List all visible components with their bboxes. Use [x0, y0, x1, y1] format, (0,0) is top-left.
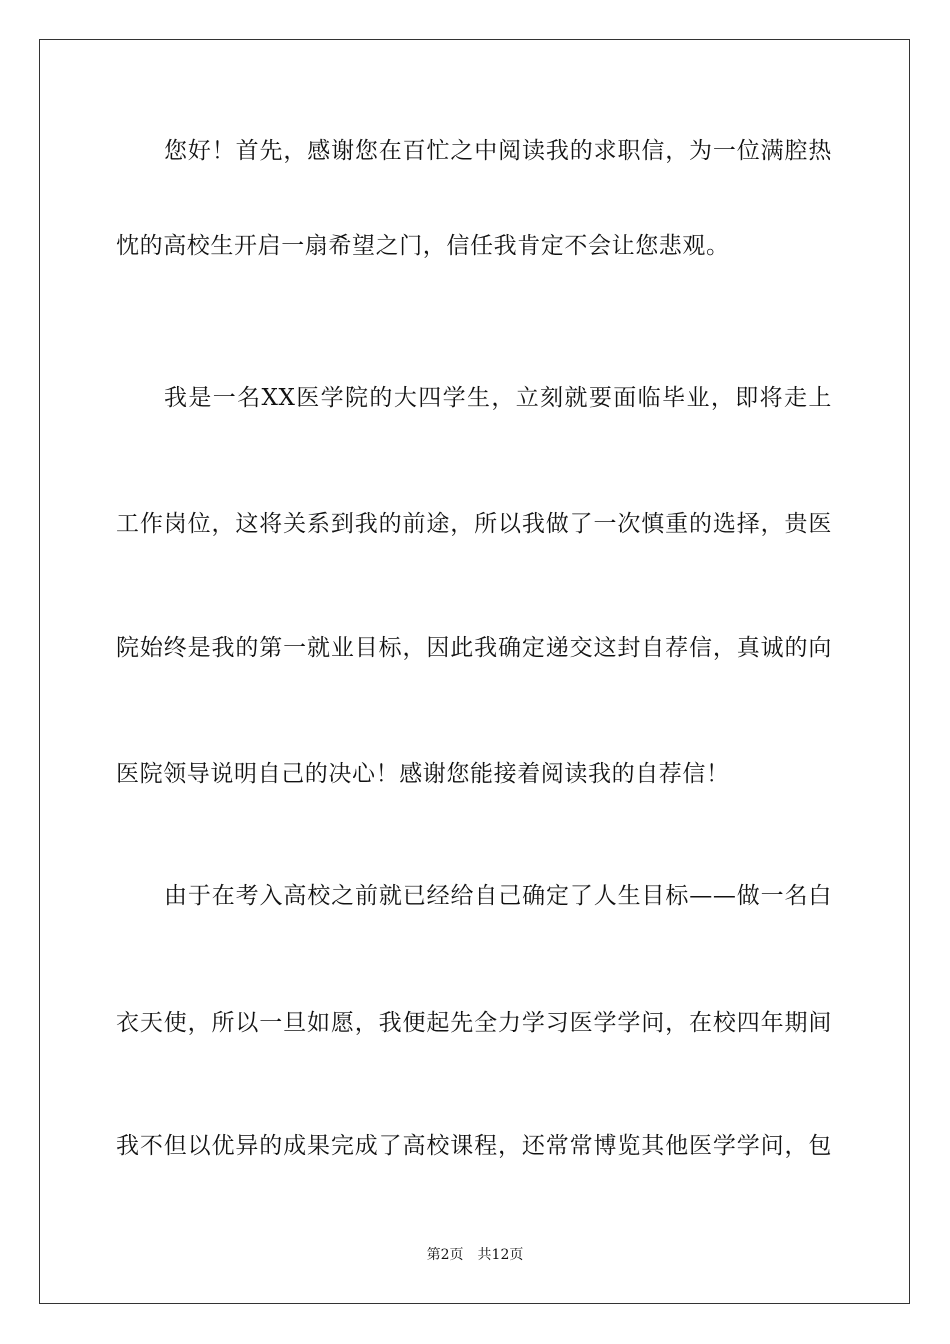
- total-pages: 共12页: [477, 1247, 524, 1263]
- paragraph-2-line-2: 工作岗位，这将关系到我的前途，所以我做了一次慎重的选择，贵医: [116, 511, 832, 537]
- paragraph-2-line-3: 院始终是我的第一就业目标，因此我确定递交这封自荐信，真诚的向: [116, 635, 832, 661]
- page-frame: [39, 39, 910, 1304]
- paragraph-2-line-4: 医院领导说明自己的决心！感谢您能接着阅读我的自荐信！: [116, 761, 730, 787]
- paragraph-2-line-1: 我是一名XX医学院的大四学生，立刻就要面临毕业，即将走上: [164, 385, 832, 411]
- paragraph-3-line-3: 我不但以优异的成果完成了高校课程，还常常博览其他医学学问，包: [116, 1133, 832, 1159]
- paragraph-3-line-1: 由于在考入高校之前就已经给自己确定了人生目标——做一名白: [164, 883, 832, 909]
- page-footer: [0, 1246, 950, 1264]
- paragraph-1-line-2: 忱的高校生开启一扇希望之门，信任我肯定不会让您悲观。: [116, 233, 730, 259]
- page-number: 第2页: [426, 1247, 464, 1263]
- paragraph-3-line-2: 衣天使，所以一旦如愿，我便起先全力学习医学学问，在校四年期间: [116, 1010, 832, 1036]
- paragraph-1-line-1: 您好！首先，感谢您在百忙之中阅读我的求职信，为一位满腔热: [164, 138, 832, 164]
